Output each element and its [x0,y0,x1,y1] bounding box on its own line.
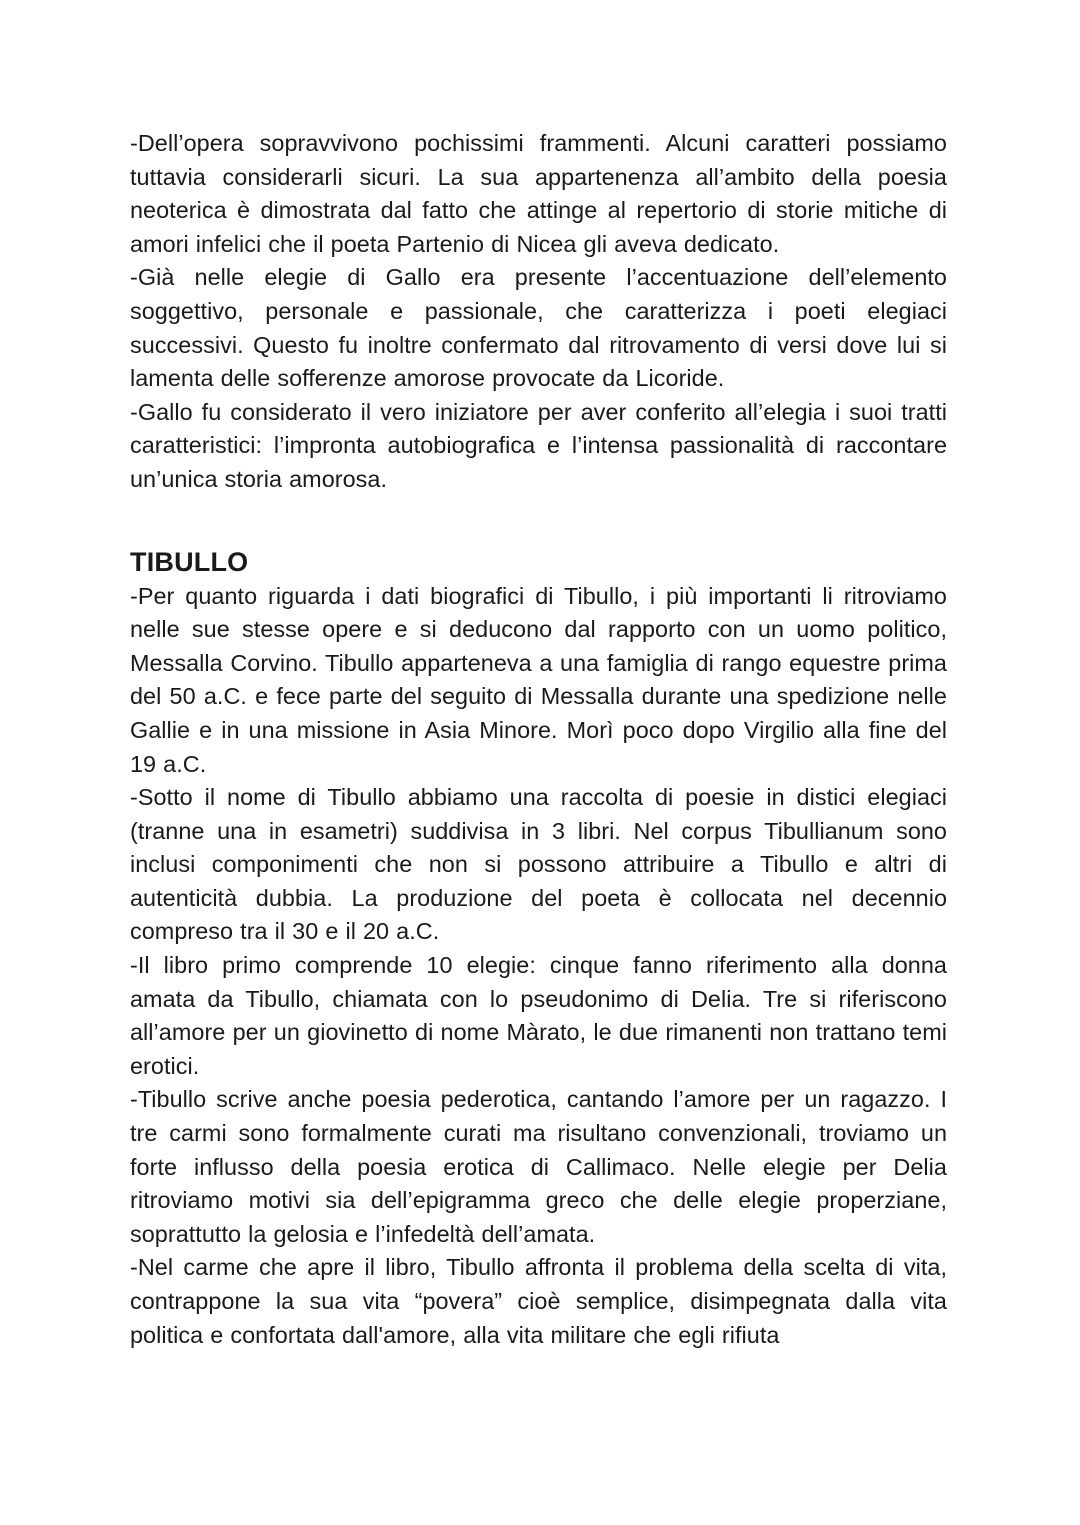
paragraph-tibullo-biography: -Per quanto riguarda i dati biografici di Tibullo, i più importanti li ritroviamo nelle sue stesse opere e si deducono dal rapporto con un uomo politico, Messalla Corvino. Tibullo apparteneva a una famiglia di rango equestre prima del 50 a.C. e fece parte del seguito di Messalla durante una spedizione nelle Gallie e in una missione in Asia Minore. Morì poco dopo Virgilio alla fine del 19 a.C. [130,582,947,777]
document-page [130,127,947,1352]
paragraph-tibullo-first-book: -Il libro primo comprende 10 elegie: cinque fanno riferimento alla donna amata da Tibullo, chiamata con lo pseudonimo di Delia. Tre si riferiscono all’amore per un giovinetto di nome Màrato, le due rimanenti non trattano temi erotici. [130,952,947,1079]
paragraph-gallo-elegies: -Già nelle elegie di Gallo era presente l’accentuazione dell’elemento soggettivo, personale e passionale, che caratterizza i poeti elegiaci successivi. Questo fu inoltre confermato dal ritrovamento di versi dove lui si lamenta delle sofferenze amorose provocate da Licoride. [130,264,947,392]
paragraph-tibullo-life-choice: -Nel carme che apre il libro, Tibullo affronta il problema della scelta di vita, contrappone la sua vita “povera” cioè semplice, disimpegnata dalla vita politica e confortata dall'amore, alla vita militare che egli rifiuta [130,1254,947,1348]
paragraph-gallo-fragments: -Dell’opera sopravvivono pochissimi frammenti. Alcuni caratteri possiamo tuttavia considerarli sicuri. La sua appartenenza all’ambito della poesia neoterica è dimostrata dal fatto che attinge al repertorio di storie mitiche di amori infelici che il poeta Partenio di Nicea gli aveva dedicato. [130,130,947,257]
paragraph-tibullo-collection: -Sotto il nome di Tibullo abbiamo una raccolta di poesie in distici elegiaci (tranne una in esametri) suddivisa in 3 libri. Nel corpus Tibullianum sono inclusi componimenti che non si possono attribuire a Tibullo e altri di autenticità dubbia. La produzione del poeta è collocata nel decennio compreso tra il 30 e il 20 a.C. [130,784,947,945]
paragraph-gallo-initiator: -Gallo fu considerato il vero iniziatore per aver conferito all’elegia i suoi tratti caratteristici: l’impronta autobiografica e l’intensa passionalità di raccontare un’unica storia amorosa. [130,398,947,492]
paragraph-tibullo-pederotic: -Tibullo scrive anche poesia pederotica, cantando l’amore per un ragazzo. I tre carmi sono formalmente curati ma risultano convenzionali, troviamo un forte influsso della poesia erotica di Callimaco. Nelle elegie per Delia ritroviamo motivi sia dell’epigramma greco che delle elegie properziane, soprattutto la gelosia e l’infedeltà dell’amata. [130,1086,947,1247]
section-spacer [130,497,947,544]
section-title-tibullo: TIBULLO [130,546,249,577]
